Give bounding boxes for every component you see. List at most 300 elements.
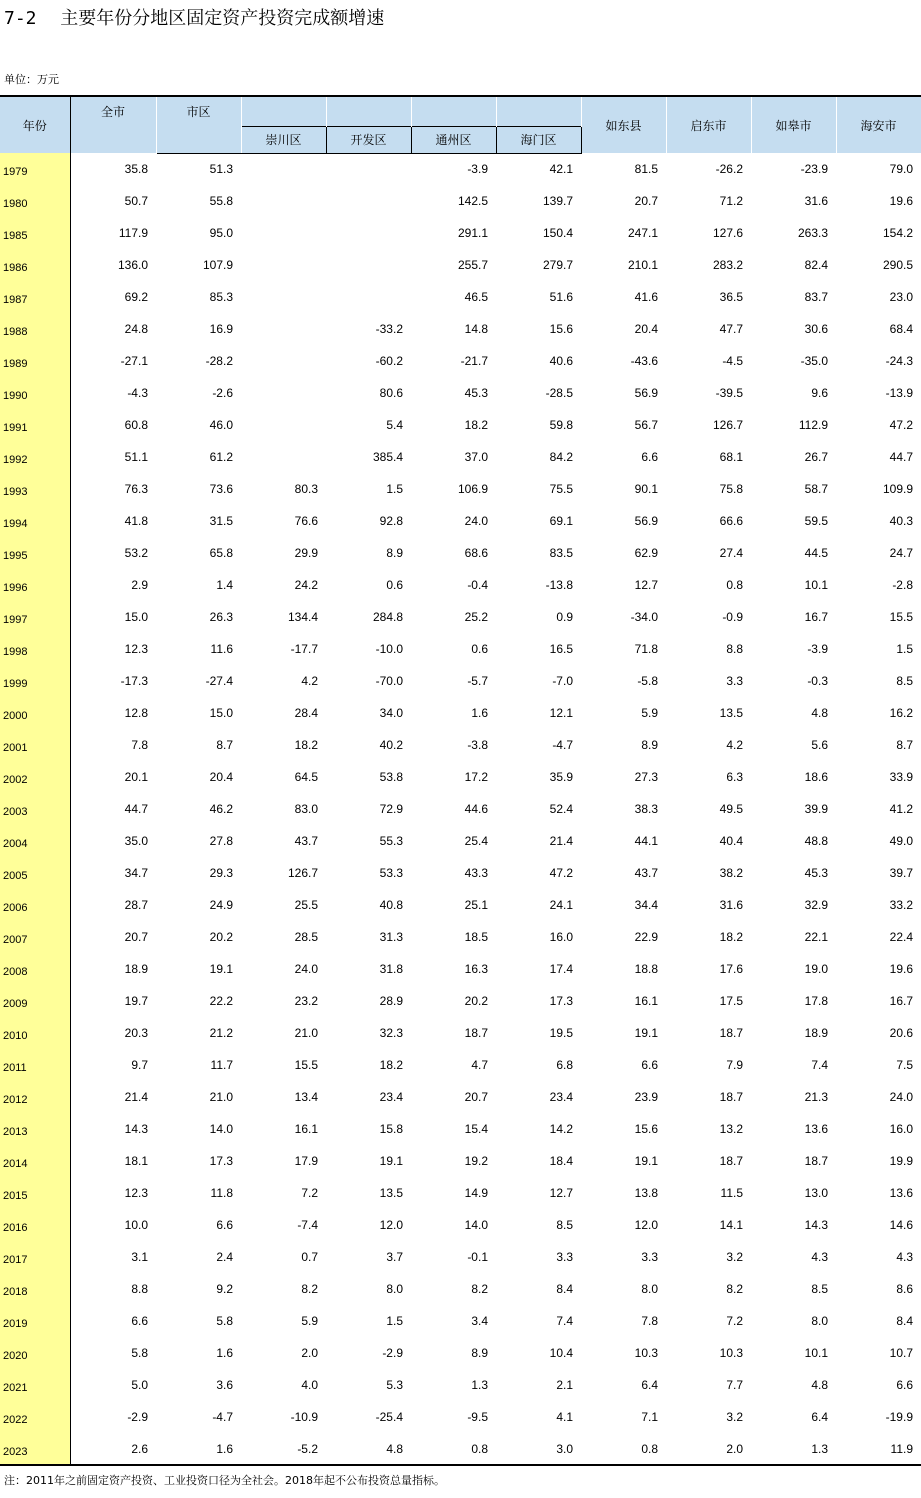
- value-cell: 18.2: [379, 1058, 403, 1072]
- value-cell: 8.5: [896, 674, 913, 688]
- value-cell: 62.9: [634, 546, 658, 560]
- value-cell: 6.6: [216, 1218, 233, 1232]
- value-cell: -13.9: [885, 386, 913, 400]
- unit-label: 单位：万元: [4, 73, 59, 86]
- value-cell: 28.5: [294, 930, 318, 944]
- table-row: [0, 953, 921, 985]
- table-row: [0, 729, 921, 761]
- year-cell: 1986: [0, 249, 70, 281]
- value-cell: 25.5: [294, 898, 318, 912]
- value-cell: 21.4: [124, 1090, 148, 1104]
- value-cell: 83.5: [549, 546, 573, 560]
- value-cell: 69.1: [549, 514, 573, 528]
- value-cell: 50.7: [124, 194, 148, 208]
- value-cell: 16.5: [549, 642, 573, 656]
- value-cell: 1.6: [216, 1346, 233, 1360]
- value-cell: 8.0: [386, 1282, 403, 1296]
- value-cell: 4.1: [556, 1410, 573, 1424]
- value-cell: -28.2: [205, 354, 233, 368]
- value-cell: 3.3: [556, 1250, 573, 1264]
- value-cell: 33.2: [889, 898, 913, 912]
- value-cell: 4.2: [726, 738, 743, 752]
- value-cell: 20.7: [464, 1090, 488, 1104]
- value-cell: 56.9: [634, 386, 658, 400]
- value-cell: 40.3: [889, 514, 913, 528]
- value-cell: -2.9: [382, 1346, 403, 1360]
- year-cell: 2014: [0, 1145, 70, 1177]
- value-cell: 10.3: [719, 1346, 743, 1360]
- value-cell: -28.5: [545, 386, 573, 400]
- value-cell: [326, 249, 411, 281]
- value-cell: 19.0: [804, 962, 828, 976]
- value-cell: 80.6: [379, 386, 403, 400]
- value-cell: 154.2: [882, 226, 913, 240]
- value-cell: 18.7: [719, 1154, 743, 1168]
- value-cell: 18.8: [634, 962, 658, 976]
- value-cell: 19.6: [889, 962, 913, 976]
- value-cell: 25.2: [464, 610, 488, 624]
- table-row: [0, 313, 921, 345]
- value-cell: 0.8: [411, 1433, 496, 1465]
- value-cell: 3.0: [496, 1433, 581, 1465]
- year-cell: 2023: [0, 1433, 70, 1465]
- value-cell: 23.4: [549, 1090, 573, 1104]
- value-cell: 8.0: [811, 1314, 828, 1328]
- year-cell: 2017: [0, 1241, 70, 1273]
- value-cell: 45.3: [804, 866, 828, 880]
- value-cell: 13.4: [294, 1090, 318, 1104]
- value-cell: [241, 345, 326, 377]
- value-cell: 41.6: [634, 290, 658, 304]
- value-cell: 9.2: [216, 1282, 233, 1296]
- header-urban-group-spacer: [496, 96, 581, 126]
- value-cell: 61.2: [209, 450, 233, 464]
- value-cell: 15.0: [209, 706, 233, 720]
- value-cell: 19.7: [124, 994, 148, 1008]
- year-cell: 1998: [0, 633, 70, 665]
- value-cell: 35.9: [549, 770, 573, 784]
- value-cell: 71.8: [634, 642, 658, 656]
- value-cell: 83.7: [804, 290, 828, 304]
- value-cell: 5.3: [386, 1378, 403, 1392]
- value-cell: 18.2: [719, 930, 743, 944]
- value-cell: 18.7: [464, 1026, 488, 1040]
- value-cell: 17.5: [719, 994, 743, 1008]
- value-cell: 9.7: [131, 1058, 148, 1072]
- value-cell: 20.7: [124, 930, 148, 944]
- value-cell: -3.8: [467, 738, 488, 752]
- value-cell: 33.9: [889, 770, 913, 784]
- value-cell: -27.4: [205, 674, 233, 688]
- value-cell: 10.0: [124, 1218, 148, 1232]
- value-cell: 15.5: [889, 610, 913, 624]
- value-cell: 5.4: [386, 418, 403, 432]
- year-cell: 1989: [0, 345, 70, 377]
- value-cell: 52.4: [549, 802, 573, 816]
- value-cell: 8.2: [726, 1282, 743, 1296]
- value-cell: 8.6: [896, 1282, 913, 1296]
- header-tongzhou: 通州区: [411, 126, 496, 153]
- table-row: [0, 1401, 921, 1433]
- value-cell: 12.3: [124, 642, 148, 656]
- value-cell: 18.1: [124, 1154, 148, 1168]
- value-cell: 1.3: [471, 1378, 488, 1392]
- table-row: [0, 793, 921, 825]
- value-cell: 0.7: [301, 1250, 318, 1264]
- value-cell: 284.8: [372, 610, 403, 624]
- value-cell: 7.2: [726, 1314, 743, 1328]
- table-row: [0, 665, 921, 697]
- value-cell: 8.7: [896, 738, 913, 752]
- value-cell: 31.8: [379, 962, 403, 976]
- value-cell: 34.4: [634, 898, 658, 912]
- value-cell: [326, 217, 411, 249]
- value-cell: -19.9: [885, 1410, 913, 1424]
- value-cell: 5.0: [131, 1378, 148, 1392]
- value-cell: 43.7: [294, 834, 318, 848]
- value-cell: 44.7: [124, 802, 148, 816]
- year-cell: 1997: [0, 601, 70, 633]
- value-cell: [241, 249, 326, 281]
- value-cell: 64.5: [294, 770, 318, 784]
- table-row: [0, 1273, 921, 1305]
- value-cell: 79.0: [889, 162, 913, 176]
- value-cell: 17.3: [549, 994, 573, 1008]
- value-cell: 44.6: [464, 802, 488, 816]
- value-cell: 7.8: [131, 738, 148, 752]
- value-cell: 40.6: [549, 354, 573, 368]
- value-cell: 14.9: [464, 1186, 488, 1200]
- value-cell: 18.4: [549, 1154, 573, 1168]
- value-cell: 25.1: [464, 898, 488, 912]
- value-cell: 12.0: [379, 1218, 403, 1232]
- value-cell: 19.2: [464, 1154, 488, 1168]
- value-cell: 21.0: [294, 1026, 318, 1040]
- value-cell: 0.9: [556, 610, 573, 624]
- value-cell: 6.4: [811, 1410, 828, 1424]
- value-cell: 4.3: [811, 1250, 828, 1264]
- value-cell: 28.9: [379, 994, 403, 1008]
- value-cell: 59.5: [804, 514, 828, 528]
- value-cell: 107.9: [202, 258, 233, 272]
- value-cell: 34.0: [379, 706, 403, 720]
- value-cell: 19.1: [634, 1154, 658, 1168]
- value-cell: 8.2: [471, 1282, 488, 1296]
- value-cell: 49.0: [889, 834, 913, 848]
- value-cell: 3.2: [726, 1410, 743, 1424]
- value-cell: 46.5: [464, 290, 488, 304]
- value-cell: [326, 281, 411, 313]
- value-cell: [241, 153, 326, 185]
- value-cell: 14.3: [124, 1122, 148, 1136]
- header-haimen: 海门区: [496, 126, 581, 153]
- value-cell: [241, 313, 326, 345]
- value-cell: 8.0: [641, 1282, 658, 1296]
- year-cell: 2021: [0, 1369, 70, 1401]
- value-cell: 17.9: [294, 1154, 318, 1168]
- value-cell: 12.8: [124, 706, 148, 720]
- year-cell: 2003: [0, 793, 70, 825]
- value-cell: 5.9: [301, 1314, 318, 1328]
- value-cell: 106.9: [457, 482, 488, 496]
- value-cell: 14.3: [804, 1218, 828, 1232]
- year-cell: 1980: [0, 185, 70, 217]
- value-cell: 8.5: [811, 1282, 828, 1296]
- value-cell: -7.0: [552, 674, 573, 688]
- value-cell: 32.9: [804, 898, 828, 912]
- value-cell: 6.6: [131, 1314, 148, 1328]
- value-cell: 6.8: [556, 1058, 573, 1072]
- value-cell: [241, 217, 326, 249]
- value-cell: -35.0: [800, 354, 828, 368]
- value-cell: 0.6: [471, 642, 488, 656]
- value-cell: 16.7: [804, 610, 828, 624]
- table-row: [0, 345, 921, 377]
- value-cell: 19.9: [889, 1154, 913, 1168]
- value-cell: 13.6: [804, 1122, 828, 1136]
- value-cell: 1.5: [386, 482, 403, 496]
- table-row: [0, 889, 921, 921]
- value-cell: 16.1: [634, 994, 658, 1008]
- header-rudong: 如东县: [581, 96, 666, 153]
- year-cell: 1988: [0, 313, 70, 345]
- table-row: [0, 281, 921, 313]
- value-cell: -9.5: [467, 1410, 488, 1424]
- value-cell: -34.0: [630, 610, 658, 624]
- value-cell: 17.8: [804, 994, 828, 1008]
- value-cell: 49.5: [719, 802, 743, 816]
- table-row: [0, 1145, 921, 1177]
- value-cell: 283.2: [712, 258, 743, 272]
- value-cell: 1.5: [896, 642, 913, 656]
- value-cell: 10.3: [634, 1346, 658, 1360]
- value-cell: 263.3: [797, 226, 828, 240]
- table-row: [0, 505, 921, 537]
- value-cell: 16.0: [889, 1122, 913, 1136]
- value-cell: 1.4: [216, 578, 233, 592]
- value-cell: 31.6: [719, 898, 743, 912]
- value-cell: 255.7: [457, 258, 488, 272]
- value-cell: 8.9: [471, 1346, 488, 1360]
- value-cell: 16.9: [209, 322, 233, 336]
- footnote: 注：2011年之前固定资产投资、工业投资口径为全社会。2018年起不公布投资总量指标。: [4, 1474, 445, 1487]
- value-cell: 76.3: [124, 482, 148, 496]
- value-cell: 21.2: [209, 1026, 233, 1040]
- value-cell: 16.2: [889, 706, 913, 720]
- value-cell: 10.4: [549, 1346, 573, 1360]
- year-cell: 2018: [0, 1273, 70, 1305]
- value-cell: 4.8: [811, 1378, 828, 1392]
- value-cell: [241, 281, 326, 313]
- value-cell: 4.3: [896, 1250, 913, 1264]
- value-cell: 43.3: [464, 866, 488, 880]
- value-cell: 76.6: [294, 514, 318, 528]
- value-cell: 23.0: [889, 290, 913, 304]
- year-cell: 2019: [0, 1305, 70, 1337]
- table-row: [0, 1433, 921, 1465]
- value-cell: 20.6: [889, 1026, 913, 1040]
- value-cell: 27.3: [634, 770, 658, 784]
- value-cell: 13.0: [804, 1186, 828, 1200]
- value-cell: 1.6: [471, 706, 488, 720]
- value-cell: [241, 185, 326, 217]
- table-row: [0, 537, 921, 569]
- value-cell: 27.8: [209, 834, 233, 848]
- value-cell: -2.8: [892, 578, 913, 592]
- value-cell: 18.7: [719, 1090, 743, 1104]
- value-cell: 12.3: [124, 1186, 148, 1200]
- year-cell: 2010: [0, 1017, 70, 1049]
- value-cell: 81.5: [634, 162, 658, 176]
- value-cell: -0.1: [467, 1250, 488, 1264]
- header-chongchuan: 崇川区: [241, 126, 326, 153]
- year-cell: 1985: [0, 217, 70, 249]
- value-cell: 38.2: [719, 866, 743, 880]
- header-urban-group-spacer: [411, 96, 496, 126]
- value-cell: -17.3: [120, 674, 148, 688]
- page-title: [4, 6, 384, 32]
- value-cell: 46.2: [209, 802, 233, 816]
- value-cell: 12.7: [549, 1186, 573, 1200]
- value-cell: 117.9: [118, 226, 148, 240]
- header-haian: 海安市: [836, 96, 921, 153]
- year-cell: 1994: [0, 505, 70, 537]
- value-cell: 8.7: [216, 738, 233, 752]
- value-cell: 112.9: [798, 418, 828, 432]
- value-cell: 46.0: [209, 418, 233, 432]
- year-cell: 2013: [0, 1113, 70, 1145]
- value-cell: 28.7: [124, 898, 148, 912]
- value-cell: 14.0: [464, 1218, 488, 1232]
- year-cell: 1992: [0, 441, 70, 473]
- header-urban: 市区: [156, 96, 241, 126]
- value-cell: 12.7: [634, 578, 658, 592]
- value-cell: 12.1: [549, 706, 573, 720]
- value-cell: 6.4: [641, 1378, 658, 1392]
- value-cell: 2.9: [131, 578, 148, 592]
- value-cell: 0.8: [581, 1433, 666, 1465]
- value-cell: 14.0: [209, 1122, 233, 1136]
- value-cell: 4.7: [471, 1058, 488, 1072]
- value-cell: -13.8: [545, 578, 573, 592]
- value-cell: -21.7: [460, 354, 488, 368]
- table-row: [0, 761, 921, 793]
- value-cell: 18.9: [804, 1026, 828, 1040]
- value-cell: 24.8: [124, 322, 148, 336]
- value-cell: 3.3: [641, 1250, 658, 1264]
- value-cell: -10.0: [375, 642, 403, 656]
- value-cell: 17.3: [209, 1154, 233, 1168]
- table-row: [0, 1305, 921, 1337]
- value-cell: 21.3: [804, 1090, 828, 1104]
- value-cell: 17.6: [719, 962, 743, 976]
- value-cell: 4.8: [811, 706, 828, 720]
- value-cell: 247.1: [627, 226, 658, 240]
- value-cell: 24.9: [209, 898, 233, 912]
- table-row: [0, 985, 921, 1017]
- value-cell: 35.8: [124, 162, 148, 176]
- value-cell: 15.4: [464, 1122, 488, 1136]
- value-cell: 5.6: [811, 738, 828, 752]
- value-cell: 19.6: [889, 194, 913, 208]
- value-cell: 15.8: [379, 1122, 403, 1136]
- value-cell: 20.4: [634, 322, 658, 336]
- table-row: [0, 601, 921, 633]
- value-cell: 11.5: [720, 1186, 743, 1200]
- value-cell: -5.7: [467, 674, 488, 688]
- value-cell: 8.8: [726, 642, 743, 656]
- value-cell: 3.4: [471, 1314, 488, 1328]
- value-cell: 134.4: [287, 610, 318, 624]
- table-row: [0, 249, 921, 281]
- value-cell: -4.7: [552, 738, 573, 752]
- value-cell: 136.0: [117, 258, 148, 272]
- table-row: [0, 1049, 921, 1081]
- value-cell: 53.3: [379, 866, 403, 880]
- value-cell: 28.4: [294, 706, 318, 720]
- table-row: [0, 1113, 921, 1145]
- value-cell: 7.1: [641, 1410, 658, 1424]
- value-cell: 3.2: [726, 1250, 743, 1264]
- table-row: [0, 1081, 921, 1113]
- table-row: [0, 409, 921, 441]
- value-cell: 139.7: [542, 194, 573, 208]
- value-cell: 56.9: [634, 514, 658, 528]
- value-cell: -5.2: [241, 1433, 326, 1465]
- table-row: [0, 857, 921, 889]
- value-cell: 40.8: [379, 898, 403, 912]
- value-cell: 48.8: [804, 834, 828, 848]
- value-cell: -0.3: [807, 674, 828, 688]
- value-cell: 21.0: [209, 1090, 233, 1104]
- value-cell: 41.2: [889, 802, 913, 816]
- value-cell: 3.6: [216, 1378, 233, 1392]
- year-cell: 2022: [0, 1401, 70, 1433]
- value-cell: 142.5: [457, 194, 488, 208]
- value-cell: 68.6: [464, 546, 488, 560]
- value-cell: -27.1: [120, 354, 148, 368]
- year-cell: 2011: [0, 1049, 70, 1081]
- value-cell: 18.7: [804, 1154, 828, 1168]
- value-cell: 5.8: [216, 1314, 233, 1328]
- value-cell: 19.1: [379, 1154, 403, 1168]
- value-cell: 44.7: [889, 450, 913, 464]
- value-cell: 20.2: [209, 930, 233, 944]
- table-row: [0, 441, 921, 473]
- header-year: 年份: [0, 96, 70, 153]
- value-cell: 22.1: [804, 930, 828, 944]
- investment-growth-table: [0, 95, 921, 1466]
- value-cell: 10.1: [804, 1346, 828, 1360]
- value-cell: 23.4: [379, 1090, 403, 1104]
- value-cell: 16.3: [464, 962, 488, 976]
- header-city: 全市: [70, 96, 156, 153]
- value-cell: 47.7: [719, 322, 743, 336]
- year-cell: 1987: [0, 281, 70, 313]
- value-cell: 8.9: [641, 738, 658, 752]
- year-cell: 2004: [0, 825, 70, 857]
- value-cell: 40.2: [379, 738, 403, 752]
- value-cell: 85.3: [209, 290, 233, 304]
- year-cell: 1990: [0, 377, 70, 409]
- value-cell: [241, 409, 326, 441]
- year-cell: 1993: [0, 473, 70, 505]
- value-cell: 13.6: [889, 1186, 913, 1200]
- header-urban-group-spacer: [241, 96, 326, 126]
- value-cell: 6.6: [641, 450, 658, 464]
- year-cell: 2001: [0, 729, 70, 761]
- value-cell: 3.7: [386, 1250, 403, 1264]
